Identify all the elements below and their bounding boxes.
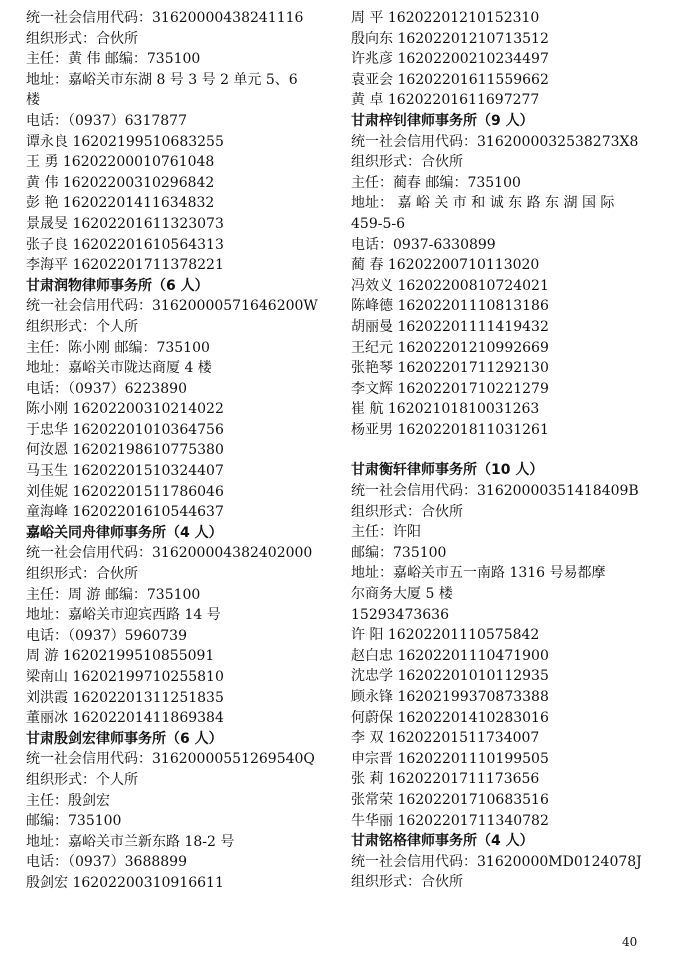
text-line: 梁南山 16202199710255810	[26, 669, 224, 685]
text-line: 周 平 16202201210152310	[351, 10, 540, 26]
spacer	[351, 440, 657, 460]
text-line: 张艳琴 16202201711292130	[351, 360, 549, 377]
text-line: 组织形式：合伙所	[351, 503, 463, 520]
text-line: 刘佳妮 16202201511786046	[26, 483, 224, 500]
text-line: 何汝恩 16202198610775380	[26, 442, 224, 459]
text-line: 电话：（0937）3688899	[26, 854, 187, 871]
text-line: 统一社会信用代码：3162000032538273X8	[351, 133, 639, 150]
text-line: 崔 航 16202101810031263	[351, 401, 540, 418]
text-line: 组织形式：个人所	[26, 771, 138, 788]
text-line: 刘洪霞 16202201311251835	[26, 689, 224, 706]
page-number: 40	[622, 935, 638, 949]
text-line: 459-5-6	[351, 215, 405, 232]
text-line: 张子良 16202201610564313	[26, 236, 224, 253]
text-line: 主任：许阳	[351, 524, 421, 541]
text-line: 主任：蔺春 邮编：735100	[351, 174, 521, 191]
text-line: 组织形式：合伙所	[351, 154, 463, 171]
text-line: 许 阳 16202201110575842	[351, 627, 540, 644]
text-line: 李海平 16202201711378221	[26, 257, 224, 274]
text-line: 董丽冰 16202201411869384	[26, 710, 224, 727]
text-line: 李 双 16202201511734007	[351, 730, 540, 747]
text-line: 电话：（0937）6223890	[26, 380, 187, 397]
text-line: 李文辉 16202201710221279	[351, 380, 549, 397]
text-line: 组织形式：合伙所	[26, 566, 138, 583]
left-column	[26, 8, 332, 894]
firm-heading: 甘肃衡轩律师事务所（10 人）	[351, 462, 544, 479]
text-line: 殷向东 16202201210713512	[351, 30, 549, 47]
text-line: 顾永锋 16202199370873388	[351, 689, 549, 705]
text-line: 黄 伟 16202200310296842	[26, 174, 215, 191]
text-line: 牛华丽 16202201711340782	[351, 812, 549, 829]
text-line: 地址： 嘉 峪 关 市 和 诚 东 路 东 湖 国 际	[351, 195, 615, 212]
text-line: 谭永良 16202199510683255	[26, 133, 224, 150]
text-line: 15293473636	[351, 606, 449, 623]
text-line: 王纪元 16202201210992669	[351, 339, 549, 356]
text-line: 殷剑宏 16202200310916611	[26, 874, 224, 891]
text-line: 尔商务大厦 5 楼	[351, 586, 453, 603]
text-line: 杨亚男 16202201811031261	[351, 421, 549, 438]
text-line: 王 勇 16202200010761048	[26, 154, 215, 171]
text-line: 统一社会信用代码：31620000551269540Q	[26, 751, 315, 768]
text-line: 胡丽曼 16202201111419432	[351, 318, 549, 335]
text-line: 统一社会信用代码：31620000MD0124078J	[351, 853, 642, 870]
text-line: 陈峰德 16202201110813186	[351, 298, 549, 315]
text-line: 主任：陈小刚 邮编：735100	[26, 339, 210, 356]
text-line: 马玉生 16202201510324407	[26, 463, 224, 480]
text-line: 组织形式：个人所	[26, 318, 138, 335]
text-line: 主任：殷剑宏	[26, 792, 110, 809]
text-line: 邮编：735100	[351, 544, 447, 561]
firm-heading: 甘肃殷剑宏律师事务所（6 人）	[26, 730, 223, 747]
text-line: 沈忠学 16202201010112935	[351, 668, 549, 685]
text-line: 电话：0937-6330899	[351, 236, 496, 253]
text-line: 地址：嘉峪关市五一南路 1316 号易都摩	[351, 565, 606, 582]
text-line: 彭 艳 16202201411634832	[26, 195, 215, 212]
text-line: 楼	[26, 92, 40, 109]
text-line: 许兆彦 16202200210234497	[351, 51, 549, 68]
text-line: 蔺 春 16202200710113020	[351, 257, 540, 274]
text-line: 陈小刚 16202200310214022	[26, 401, 224, 418]
text-line: 于忠华 16202201010364756	[26, 421, 224, 438]
text-line: 统一社会信用代码：31620000438241116	[26, 10, 304, 26]
text-line: 统一社会信用代码：31620000571646200W	[26, 298, 318, 315]
text-line: 袁亚会 16202201611559662	[351, 71, 549, 88]
text-line: 申宗晋 16202201110199505	[351, 750, 549, 767]
text-line: 景晟旻 16202201611323073	[26, 215, 224, 232]
text-line: 何蔚保 16202201410283016	[351, 709, 549, 726]
text-line: 地址：嘉峪关市兰新东路 18-2 号	[26, 833, 235, 850]
text-line: 童海峰 16202201610544637	[26, 504, 224, 521]
text-line: 周 游 16202199510855091	[26, 648, 215, 665]
text-line: 组织形式：合伙所	[26, 30, 138, 47]
text-line: 黄 卓 16202201611697277	[351, 92, 540, 109]
text-line: 张常荣 16202201710683516	[351, 791, 549, 808]
firm-heading: 甘肃铭格律师事务所（4 人）	[351, 833, 534, 850]
firm-heading: 嘉峪关同舟律师事务所（4 人）	[26, 524, 223, 541]
firm-heading: 甘肃梓钊律师事务所（9 人）	[351, 112, 534, 129]
text-line: 地址：嘉峪关市东湖 8 号 3 号 2 单元 5、6	[26, 71, 298, 88]
text-line: 电话：（0937）6317877	[26, 112, 187, 129]
text-line: 地址：嘉峪关市迎宾西路 14 号	[26, 607, 221, 624]
right-column	[351, 8, 657, 893]
text-line: 张 莉 16202201711173656	[351, 771, 540, 788]
text-line: 冯效义 16202200810724021	[351, 277, 549, 294]
text-line: 组织形式：合伙所	[351, 874, 463, 891]
text-line: 赵白忠 16202201110471900	[351, 647, 549, 664]
text-line: 统一社会信用代码：316200004382402000	[26, 545, 313, 562]
firm-heading: 甘肃润物律师事务所（6 人）	[26, 277, 209, 294]
text-line: 统一社会信用代码：31620000351418409B	[351, 483, 639, 500]
text-line: 电话：（0937）5960739	[26, 627, 187, 644]
text-line: 地址：嘉峪关市陇达商厦 4 楼	[26, 360, 212, 377]
text-line: 邮编：735100	[26, 813, 122, 830]
text-line: 主任：黄 伟 邮编：735100	[26, 51, 201, 68]
text-line: 主任：周 游 邮编：735100	[26, 586, 201, 603]
